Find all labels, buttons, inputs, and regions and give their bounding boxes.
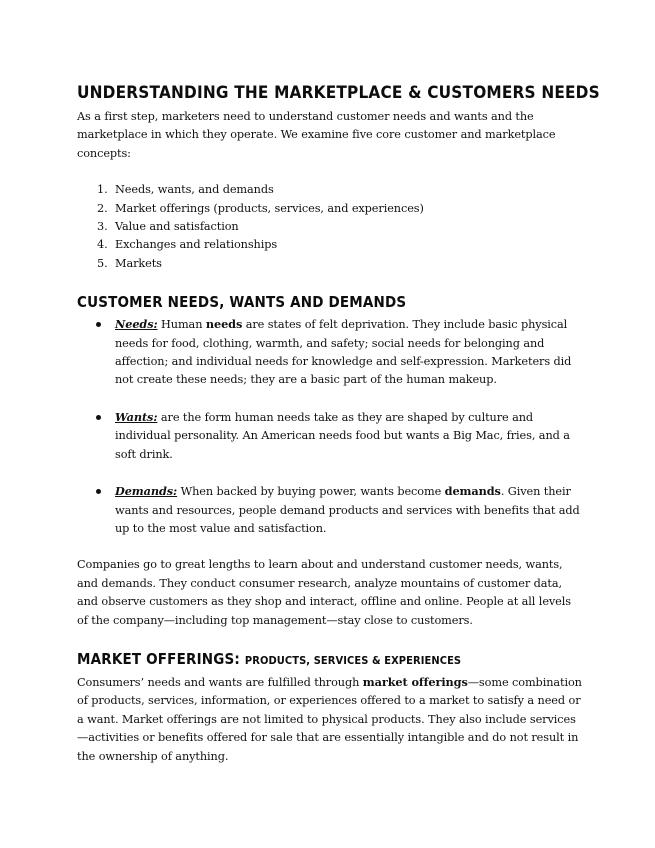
list-item-text: Market offerings (products, services, and experiences) xyxy=(115,201,424,215)
list-item xyxy=(97,181,582,199)
list-item xyxy=(97,255,582,273)
bullet-icon xyxy=(96,322,101,327)
market-offerings-paragraph xyxy=(77,673,582,766)
intro-paragraph: As a first step, marketers need to understand customer needs and wants and the marketplace in which they operate. We examine five core customer and marketplace concepts: xyxy=(77,110,556,160)
bold-term: demands xyxy=(444,484,501,499)
list-number: 1. xyxy=(97,183,108,197)
bold-term: needs xyxy=(205,317,243,332)
bullet-icon xyxy=(96,415,101,420)
definition-needs xyxy=(77,315,582,390)
term-demands: Demands: xyxy=(115,484,178,499)
document-page xyxy=(77,82,600,766)
definition-demands xyxy=(77,482,582,538)
definition-wants xyxy=(77,408,582,464)
section-heading-main: MARKET OFFERINGS: xyxy=(77,649,240,668)
list-number: 5. xyxy=(97,256,108,270)
section-heading-customer-needs: CUSTOMER NEEDS, WANTS AND DEMANDS xyxy=(77,293,407,312)
definition-text: are states of felt deprivation. They include basic physical needs for food, clothing, warmth, and safety; social needs for belonging and affection; and individual needs for knowledge and self-expression. Marketers did not create these needs; they are a basic part of the human makeup. xyxy=(115,318,572,387)
definition-text: When backed by buying power, wants become xyxy=(177,485,445,499)
list-item-text: Needs, wants, and demands xyxy=(115,183,274,197)
term-wants: Wants: xyxy=(115,409,158,424)
list-number: 2. xyxy=(97,201,108,215)
bullet-icon xyxy=(96,489,101,494)
section-heading-market-offerings xyxy=(77,649,532,671)
list-number: 3. xyxy=(97,220,108,234)
paragraph-text: Consumers’ needs and wants are fulfilled through xyxy=(77,675,363,689)
bold-term: market offerings xyxy=(362,674,468,689)
paragraph-text: —some combination of products, services, information, or experiences offered to a market to satisfy a need or a want. Market offerings are not limited to physical products. They also include services—activities or benefits offered for sale that are essentially intangible and do not result in the ownership of anything. xyxy=(77,675,582,763)
list-item-text: Exchanges and relationships xyxy=(115,238,278,252)
list-item xyxy=(97,200,582,218)
list-number: 4. xyxy=(97,238,108,252)
core-concepts-list xyxy=(77,181,582,273)
list-item-text: Value and satisfaction xyxy=(115,220,239,234)
companies-paragraph: Companies go to great lengths to learn about and understand customer needs, wants, and demands. They conduct consumer research, analyze mountains of customer data, and observe customers as they shop and interact, offline and online. People at all levels of the company—including top management—stay close to customers. xyxy=(77,558,571,627)
list-item-text: Markets xyxy=(115,256,162,270)
page-title: UNDERSTANDING THE MARKETPLACE & CUSTOMERS NEEDS xyxy=(77,83,600,102)
definitions-list xyxy=(77,315,582,538)
definition-text: . Given their wants and resources, people demand products and services with benefits that add up to the most value and satisfaction. xyxy=(115,485,580,535)
term-needs: Needs: xyxy=(115,317,158,332)
list-item xyxy=(97,236,582,254)
list-item xyxy=(97,218,582,236)
section-subheading: PRODUCTS, SERVICES & EXPERIENCES xyxy=(244,653,462,667)
definition-text: Human xyxy=(157,318,206,332)
definition-text: are the form human needs take as they are shaped by culture and individual personality. An American needs food but wants a Big Mac, fries, and a soft drink. xyxy=(115,410,570,461)
